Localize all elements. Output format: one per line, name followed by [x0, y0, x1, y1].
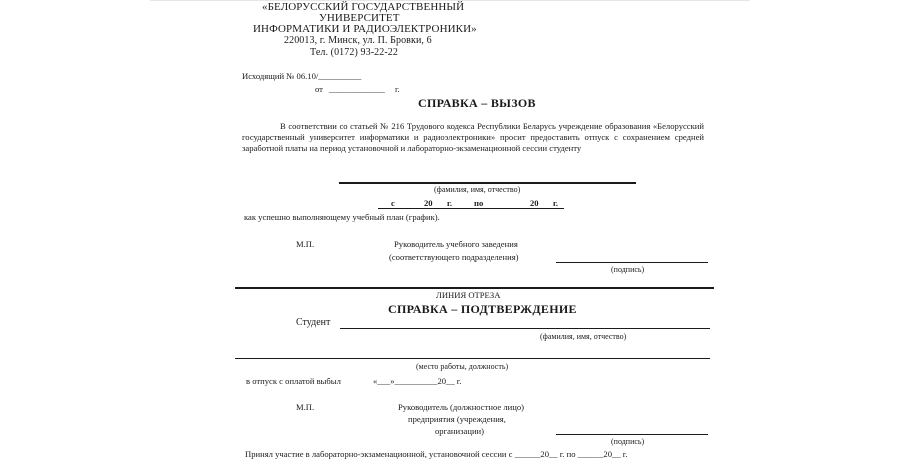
work-caption: (место работы, должность)	[416, 362, 509, 371]
stamp-label-2: М.П.	[296, 402, 315, 412]
study-plan-text: как успешно выполняющему учебный план (график).	[244, 212, 440, 222]
org-head-line3: организации)	[435, 426, 484, 436]
confirmation-title: СПРАВКА – ПОДТВЕРЖДЕНИЕ	[388, 302, 577, 316]
signature-line-2	[556, 434, 708, 435]
cut-label: ЛИНИЯ ОТРЕЗА	[436, 290, 501, 300]
org-head-line2: предприятия (учреждения,	[408, 414, 506, 424]
outgoing-date-blank: _____________	[329, 84, 385, 94]
certificate-paragraph-text: В соответствии со статьей № 216 Трудового кодекса Республики Беларусь учреждение образования «Белорусский государственный университет информатики и радиоэлектроники» просит предоставить отпуск с сохранением средней заработной платы на период установочной и лабораторно-экзаменационной сессии студенту	[242, 121, 704, 153]
head-title-line2: (соответствующего подразделения)	[389, 252, 519, 262]
period-po: по	[474, 198, 484, 208]
work-line	[235, 358, 710, 359]
student-fio-caption: (фамилия, имя, отчество)	[540, 332, 627, 341]
signature-caption-2: (подпись)	[611, 437, 645, 446]
org-name-line2: УНИВЕРСИТЕТ	[319, 12, 400, 24]
cut-line	[235, 287, 714, 289]
period-year-b: 20	[530, 198, 539, 208]
participation-text: Принял участие в лабораторно-экзаменационной, установочной сессии с ______20__ г. по ______20__ г.	[245, 449, 628, 459]
org-name-line3: ИНФОРМАТИКИ И РАДИОЭЛЕКТРОНИКИ»	[253, 23, 477, 35]
period-g-b: г.	[553, 198, 559, 208]
certificate-paragraph	[242, 121, 704, 154]
signature-caption: (подпись)	[611, 265, 645, 274]
period-year-a: 20	[424, 198, 433, 208]
student-label: Студент	[296, 317, 331, 328]
signature-line	[556, 262, 708, 263]
leave-date: «___»__________20__ г.	[373, 376, 462, 386]
leave-text: в отпуск с оплатой выбыл	[246, 376, 341, 386]
outgoing-number: Исходящий № 06.10/__________	[242, 71, 362, 81]
org-address: 220013, г. Минск, ул. П. Бровки, 6	[284, 35, 432, 46]
certificate-title: СПРАВКА – ВЫЗОВ	[418, 96, 536, 110]
outgoing-date-suffix: г.	[395, 84, 400, 94]
fio-caption: (фамилия, имя, отчество)	[434, 185, 521, 194]
outgoing-date-prefix: от	[315, 84, 323, 94]
stamp-label: М.П.	[296, 239, 315, 249]
org-head-line1: Руководитель (должностное лицо)	[398, 402, 524, 412]
head-title-line1: Руководитель учебного заведения	[394, 239, 518, 249]
fio-line	[339, 182, 636, 184]
student-line	[340, 328, 710, 329]
org-phone: Тел. (0172) 93-22-22	[310, 47, 398, 58]
period-g-a: г.	[447, 198, 453, 208]
period-line	[378, 208, 564, 209]
org-name-line1: «БЕЛОРУССКИЙ ГОСУДАРСТВЕННЫЙ	[262, 1, 465, 13]
period-s: с	[391, 198, 395, 208]
